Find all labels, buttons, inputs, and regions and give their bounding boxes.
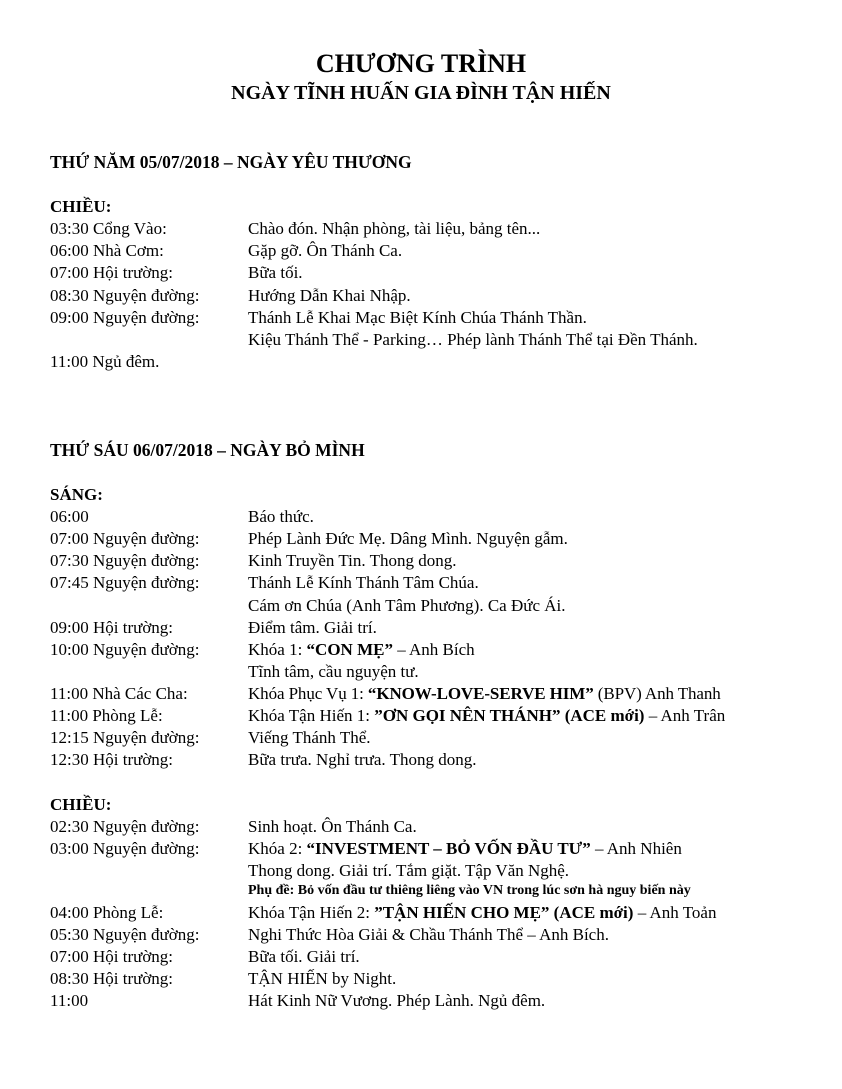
row-time: 08:30 Hội trường: xyxy=(50,969,174,988)
session-title: ”ƠN GỌI NÊN THÁNH” (ACE mới) xyxy=(374,706,645,725)
row-time: 07:45 Nguyện đường: xyxy=(50,573,200,592)
row-time: 07:00 Nguyện đường: xyxy=(50,529,200,548)
schedule-row xyxy=(0,219,842,241)
row-time: 07:30 Nguyện đường: xyxy=(50,551,200,570)
schedule-row xyxy=(0,286,842,308)
desc-suffix: – Anh Trân xyxy=(644,706,726,725)
desc-prefix: Khóa 1: xyxy=(248,640,307,659)
row-time: 11:00 xyxy=(50,991,89,1010)
day2-afternoon-label: CHIỀU: xyxy=(50,795,112,814)
row-desc: Thánh Lễ Khai Mạc Biệt Kính Chúa Thánh Thần. xyxy=(248,308,587,327)
row-time: 04:00 Phòng Lễ: xyxy=(50,903,164,922)
row-desc: Viếng Thánh Thể. xyxy=(248,728,371,747)
schedule-row xyxy=(0,618,842,640)
schedule-row xyxy=(0,529,842,551)
desc-suffix: – Anh Bích xyxy=(392,640,475,659)
row-desc: Phép Lành Đức Mẹ. Dâng Mình. Nguyện gẫm. xyxy=(248,529,568,548)
schedule-row xyxy=(0,817,842,839)
desc-suffix: – Anh Toản xyxy=(633,903,717,922)
row-desc: Gặp gỡ. Ôn Thánh Ca. xyxy=(248,241,403,260)
row-desc xyxy=(248,839,682,859)
session-title: ”TẬN HIẾN CHO MẸ” (ACE mới) xyxy=(374,903,634,922)
schedule-row xyxy=(0,861,842,883)
row-desc: Nghi Thức Hòa Giải & Chầu Thánh Thể – Anh Bích. xyxy=(248,925,609,944)
desc-prefix: Khóa Phục Vụ 1: xyxy=(248,684,368,703)
row-desc: Thong dong. Giải trí. Tắm giặt. Tập Văn Nghệ. xyxy=(248,861,570,880)
schedule-row xyxy=(0,750,842,772)
document-subtitle: NGÀY TĨNH HUẤN GIA ĐÌNH TẬN HIẾN xyxy=(231,82,611,104)
row-time: 11:00 Ngủ đêm. xyxy=(50,352,160,371)
day1-afternoon-label: CHIỀU: xyxy=(50,197,112,216)
row-time: 09:00 Nguyện đường: xyxy=(50,308,200,327)
row-desc: Điểm tâm. Giải trí. xyxy=(248,618,377,637)
row-desc: Hướng Dẫn Khai Nhập. xyxy=(248,286,411,305)
desc-prefix: Khóa 2: xyxy=(248,839,307,858)
row-desc: Bữa tối. xyxy=(248,263,303,282)
day2-heading: THỨ SÁU 06/07/2018 – NGÀY BỎ MÌNH xyxy=(50,440,365,460)
row-time: 09:00 Hội trường: xyxy=(50,618,174,637)
row-time: 05:30 Nguyện đường: xyxy=(50,925,200,944)
session-title: “INVESTMENT – BỎ VỐN ĐẦU TƯ” xyxy=(306,839,591,858)
row-time: 07:00 Hội trường: xyxy=(50,263,174,282)
row-time: 11:00 Nhà Các Cha: xyxy=(50,684,188,703)
row-time: 12:15 Nguyện đường: xyxy=(50,728,200,747)
document-title: CHƯƠNG TRÌNH xyxy=(315,49,527,78)
desc-suffix: (BPV) Anh Thanh xyxy=(593,684,721,703)
row-time: 03:30 Cổng Vào: xyxy=(50,219,167,238)
row-time: 06:00 Nhà Cơm: xyxy=(50,241,164,260)
row-desc: Báo thức. xyxy=(248,507,314,526)
row-desc: Hát Kinh Nữ Vương. Phép Lành. Ngủ đêm. xyxy=(248,991,546,1010)
schedule-row xyxy=(0,839,842,861)
row-time: 03:00 Nguyện đường: xyxy=(50,839,200,858)
row-time: 08:30 Nguyện đường: xyxy=(50,286,200,305)
subtitle-note: Phụ đề: Bỏ vốn đầu tư thiêng liêng vào VN trong lúc sơn hà nguy biến này xyxy=(248,883,691,898)
schedule-row xyxy=(0,991,842,1013)
day1-heading: THỨ NĂM 05/07/2018 – NGÀY YÊU THƯƠNG xyxy=(50,152,412,172)
row-desc: Bữa trưa. Nghỉ trưa. Thong dong. xyxy=(248,750,477,769)
session-title: “KNOW-LOVE-SERVE HIM” xyxy=(367,684,594,703)
schedule-row xyxy=(0,947,842,969)
schedule-row xyxy=(0,728,842,750)
schedule-row xyxy=(0,969,842,991)
row-desc: Thánh Lễ Kính Thánh Tâm Chúa. xyxy=(248,573,479,592)
desc-suffix: – Anh Nhiên xyxy=(590,839,682,858)
schedule-row xyxy=(0,640,842,662)
session-title: “CON MẸ” xyxy=(306,640,393,659)
schedule-row xyxy=(0,903,842,925)
schedule-row xyxy=(0,684,842,706)
row-desc: Sinh hoạt. Ôn Thánh Ca. xyxy=(248,817,417,836)
row-desc xyxy=(248,706,725,726)
schedule-row xyxy=(0,352,842,374)
schedule-row xyxy=(0,883,842,905)
schedule-row xyxy=(0,263,842,285)
schedule-row xyxy=(0,925,842,947)
row-time: 07:00 Hội trường: xyxy=(50,947,174,966)
schedule-row xyxy=(0,330,842,352)
row-desc: Chào đón. Nhận phòng, tài liệu, bảng tên... xyxy=(248,219,541,238)
schedule-row xyxy=(0,596,842,618)
row-desc: Cám ơn Chúa (Anh Tâm Phương). Ca Đức Ái. xyxy=(248,596,566,615)
schedule-row xyxy=(0,308,842,330)
desc-prefix: Khóa Tận Hiến 2: xyxy=(248,903,375,922)
row-time: 12:30 Hội trường: xyxy=(50,750,174,769)
schedule-row xyxy=(0,706,842,728)
desc-prefix: Khóa Tận Hiến 1: xyxy=(248,706,375,725)
schedule-row xyxy=(0,551,842,573)
row-desc xyxy=(248,640,475,660)
row-desc xyxy=(248,903,716,923)
schedule-row xyxy=(0,507,842,529)
row-desc: Bữa tối. Giải trí. xyxy=(248,947,360,966)
day2-morning-label: SÁNG: xyxy=(50,485,103,504)
row-desc: Kinh Truyền Tin. Thong dong. xyxy=(248,551,457,570)
row-desc: TẬN HIẾN by Night. xyxy=(248,969,397,988)
schedule-row xyxy=(0,573,842,595)
schedule-row xyxy=(0,662,842,684)
row-time: 11:00 Phòng Lễ: xyxy=(50,706,163,725)
row-time: 02:30 Nguyện đường: xyxy=(50,817,200,836)
schedule-row xyxy=(0,241,842,263)
row-desc: Kiệu Thánh Thể - Parking… Phép lành Thánh Thể tại Đền Thánh. xyxy=(248,330,698,349)
row-time: 10:00 Nguyện đường: xyxy=(50,640,200,659)
row-desc: Tĩnh tâm, cầu nguyện tư. xyxy=(248,662,419,681)
row-desc xyxy=(248,684,721,704)
row-time: 06:00 xyxy=(50,507,89,526)
